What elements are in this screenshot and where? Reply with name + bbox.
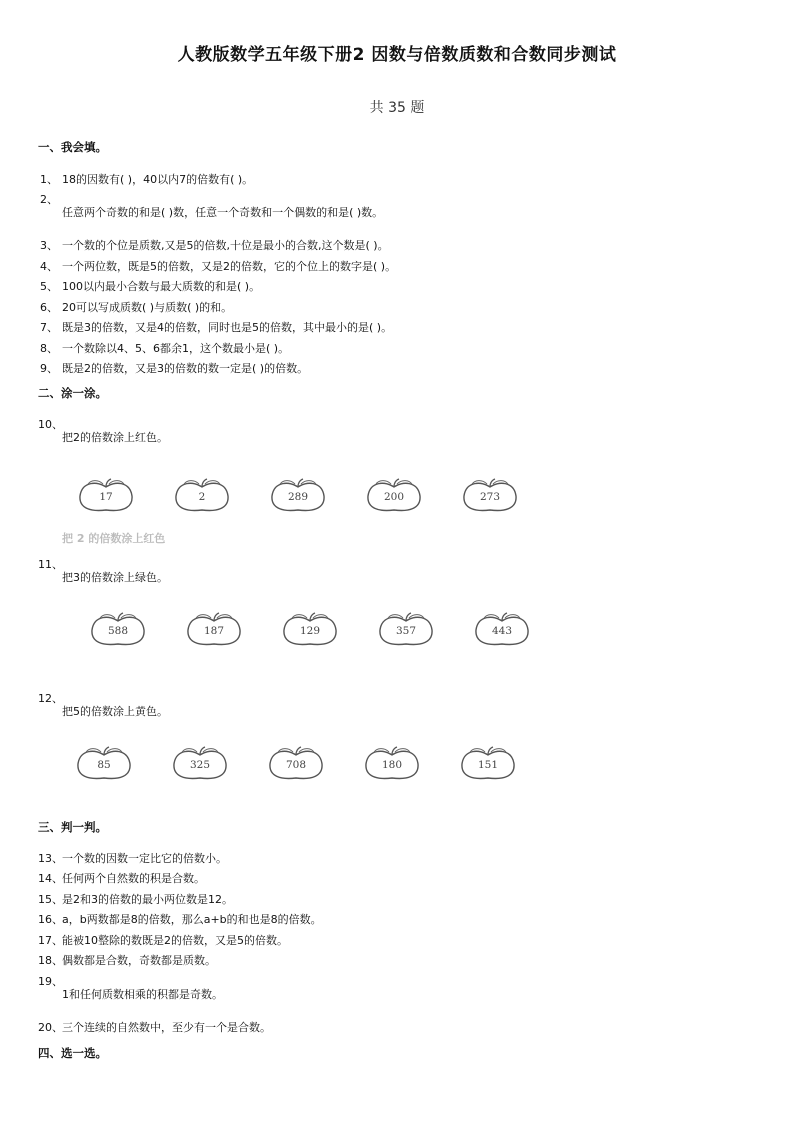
- question-number: 5、: [40, 280, 58, 293]
- question-text: 20可以写成质数( )与质数( )的和。: [62, 301, 233, 314]
- question-text: 任意两个奇数的和是( )数，任意一个奇数和一个偶数的和是( )数。: [62, 206, 384, 219]
- section-heading-choose: 四、选一选。: [38, 1046, 107, 1060]
- question-number: 6、: [40, 301, 58, 314]
- question-text: 能被10整除的数既是2的倍数，又是5的倍数。: [62, 934, 288, 947]
- apple-number: 273: [479, 491, 501, 503]
- apple-number: 17: [99, 491, 113, 503]
- question-text: 是2和3的倍数的最小两位数是12。: [62, 893, 233, 906]
- question-number: 16、: [38, 913, 63, 926]
- question-text: 1和任何质数相乘的积都是奇数。: [62, 988, 223, 1001]
- apple-number: 443: [491, 625, 513, 637]
- apple-number: 200: [383, 491, 405, 503]
- apple-shape: [376, 612, 436, 648]
- apple-shape: [74, 746, 134, 782]
- question-number: 11、: [38, 558, 63, 571]
- apple-shape: [460, 478, 520, 514]
- apple-shape: [268, 478, 328, 514]
- question-number: 13、: [38, 852, 63, 865]
- apple-number: 187: [203, 625, 225, 637]
- section-heading-fill: 一、我会填。: [38, 140, 107, 154]
- question-text: 把2的倍数涂上红色。: [62, 431, 168, 444]
- question-number: 2、: [40, 193, 58, 206]
- apple-shape: [364, 478, 424, 514]
- apple-number: 129: [299, 625, 321, 637]
- question-number: 14、: [38, 872, 63, 885]
- apple-shape: [76, 478, 136, 514]
- question-text: 任何两个自然数的积是合数。: [62, 872, 205, 885]
- apple-number: 85: [97, 759, 111, 771]
- apple-number: 708: [285, 759, 307, 771]
- question-text: 偶数都是合数，奇数都是质数。: [62, 954, 216, 967]
- question-text: 一个数除以4、5、6都余1，这个数最小是( )。: [62, 342, 290, 355]
- question-text: 18的因数有( )，40以内7的倍数有( )。: [62, 173, 254, 186]
- question-text: 一个数的个位是质数,又是5的倍数,十位是最小的合数,这个数是( )。: [62, 239, 389, 252]
- question-number: 12、: [38, 692, 63, 705]
- apple-shape: [472, 612, 532, 648]
- section-heading-color: 二、涂一涂。: [38, 386, 107, 400]
- question-number: 20、: [38, 1021, 63, 1034]
- question-number: 7、: [40, 321, 58, 334]
- question-number: 19、: [38, 975, 63, 988]
- question-number: 15、: [38, 893, 63, 906]
- apple-shape: [266, 746, 326, 782]
- apple-number: 151: [477, 759, 499, 771]
- question-text: 100以内最小合数与最大质数的和是( )。: [62, 280, 261, 293]
- question-number: 10、: [38, 418, 63, 431]
- apple-shape: [280, 612, 340, 648]
- question-number: 9、: [40, 362, 58, 375]
- section-heading-judge: 三、判一判。: [38, 820, 107, 834]
- apple-shape: [362, 746, 422, 782]
- question-text: 把5的倍数涂上黄色。: [62, 705, 168, 718]
- question-number: 3、: [40, 239, 58, 252]
- question-number: 8、: [40, 342, 58, 355]
- apple-number: 588: [107, 625, 129, 637]
- question-number: 18、: [38, 954, 63, 967]
- page-title: 人教版数学五年级下册2 因数与倍数质数和合数同步测试: [177, 45, 617, 65]
- question-number: 4、: [40, 260, 58, 273]
- question-count: 共 35 题: [369, 100, 425, 116]
- apple-shape: [170, 746, 230, 782]
- question-number: 1、: [40, 173, 58, 186]
- question-text: 既是3的倍数，又是4的倍数，同时也是5的倍数，其中最小的是( )。: [62, 321, 393, 334]
- question-text: 一个两位数，既是5的倍数，又是2的倍数，它的个位上的数字是( )。: [62, 260, 397, 273]
- apple-number: 325: [189, 759, 211, 771]
- question-text: a，b两数都是8的倍数，那么a+b的和也是8的倍数。: [62, 913, 322, 926]
- question-text: 把3的倍数涂上绿色。: [62, 571, 168, 584]
- apple-number: 357: [395, 625, 417, 637]
- apple-number: 289: [287, 491, 309, 503]
- apple-shape: [172, 478, 232, 514]
- apple-shape: [184, 612, 244, 648]
- scan-artifact-text: 把 2 的倍数涂上红色: [62, 532, 166, 545]
- question-number: 17、: [38, 934, 63, 947]
- apple-shape: [88, 612, 148, 648]
- question-text: 一个数的因数一定比它的倍数小。: [62, 852, 227, 865]
- apple-number: 2: [198, 491, 206, 503]
- apple-shape: [458, 746, 518, 782]
- question-text: 三个连续的自然数中，至少有一个是合数。: [62, 1021, 271, 1034]
- apple-number: 180: [381, 759, 403, 771]
- question-text: 既是2的倍数，又是3的倍数的数一定是( )的倍数。: [62, 362, 309, 375]
